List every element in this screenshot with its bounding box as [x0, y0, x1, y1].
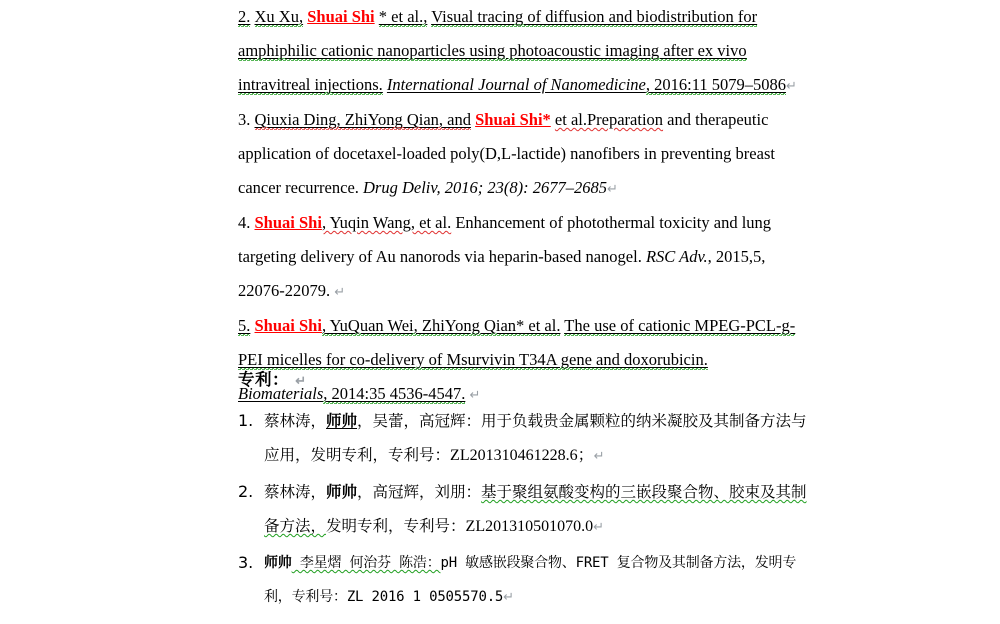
reference-4-number: 4.	[238, 213, 251, 232]
patent-3-number-label: 专利号：	[291, 589, 347, 605]
reference-4-post-author: , Yuqin Wang, et al.	[321, 213, 452, 232]
reference-entry-3	[238, 103, 798, 206]
patent-1-kind: 发明专利，	[310, 446, 389, 464]
reference-3-number: 3.	[238, 110, 251, 129]
patents-heading-label: 专利：	[238, 370, 289, 389]
reference-5-title: The use of cationic MPEG-PCL-g-PEI micelles for co-delivery of Msurvivin T34A gene and doxorubicin.	[238, 316, 796, 369]
reference-3-post-author: et al.Preparation	[554, 110, 664, 129]
patent-3-kind: 发明专利，	[264, 555, 797, 605]
reference-entry-5	[238, 309, 798, 412]
patent-2-patent-no: ZL201310501070.0	[465, 518, 594, 535]
list-item	[238, 475, 813, 544]
patents-section-heading	[238, 367, 307, 394]
reference-4-citation: , 2015,5, 22076-22079.	[238, 247, 766, 300]
reference-2-pre-author: Xu Xu,	[254, 7, 304, 26]
patent-1-number-label: 专利号：	[388, 446, 451, 464]
paragraph-mark-icon: ↵	[593, 448, 605, 463]
reference-5-journal: Biomaterials	[238, 384, 324, 403]
paragraph-mark-icon: ↵	[606, 181, 618, 196]
reference-5-number: 5.	[238, 316, 251, 335]
patent-1-patent-no: ZL201310461228.6；	[450, 447, 594, 464]
list-item	[238, 546, 813, 614]
patents-list	[238, 404, 813, 616]
paragraph-mark-icon: ↵	[334, 284, 346, 299]
reference-3-journal: Drug Deliv, 2016; 23(8): 2677–2685	[363, 178, 607, 197]
reference-5-citation: , 2014:35 4536-4547.	[323, 384, 466, 403]
reference-entry-4	[238, 206, 798, 309]
reference-5-highlight-author: Shuai Shi	[254, 316, 322, 335]
paragraph-mark-icon: ↵	[785, 78, 797, 93]
patent-3-authors-post: 李星熠 何治芬 陈浩：	[291, 555, 441, 571]
reference-3-title: and therapeutic application of docetaxel-loaded poly(D,L-lactide) nanofibers in preventing breast cancer recurrence.	[238, 110, 775, 197]
patent-1-authors-pre: 蔡林涛，	[264, 412, 327, 430]
reference-2-post-author: * et al.,	[378, 7, 428, 26]
list-item	[238, 404, 813, 473]
reference-2-highlight-author: Shuai Shi	[307, 7, 375, 26]
reference-5-post-author: , YuQuan Wei, ZhiYong Qian* et al.	[321, 316, 561, 335]
paragraph-mark-icon: ↵	[503, 589, 514, 604]
patent-2-kind: 发明专利，	[326, 517, 404, 535]
patent-1-number: 1.	[238, 411, 254, 430]
patent-2-number: 2.	[238, 482, 254, 501]
reference-3-highlight-author: Shuai Shi*	[475, 110, 551, 129]
paragraph-mark-icon: ↵	[295, 373, 307, 388]
patent-1-authors-post: ，吴蕾，高冠辉：	[357, 412, 482, 430]
paragraph-mark-icon: ↵	[593, 519, 604, 534]
patent-2-title: 基于聚组氨酸变构的三嵌段聚合物、胶束及其制备方法，	[264, 483, 807, 535]
patent-3-author-highlight: 师帅	[264, 555, 292, 571]
reference-2-title: Visual tracing of diffusion and biodistribution for amphiphilic cationic nanoparticles using photoacoustic imaging after ex vivo intravitreal injections.	[238, 7, 758, 94]
reference-3-pre-author: Qiuxia Ding, ZhiYong Qian, and	[254, 110, 471, 129]
patent-2-number-label: 专利号：	[403, 517, 466, 535]
patent-2-authors-pre: 蔡林涛，	[264, 483, 327, 501]
patent-1-author-highlight: 师帅	[326, 412, 358, 430]
paragraph-mark-icon: ↵	[469, 387, 481, 402]
patent-1-body	[264, 404, 813, 473]
patent-3-number: 3.	[238, 553, 254, 572]
patent-3-patent-no: ZL 2016 1 0505570.5	[346, 589, 504, 605]
patent-2-authors-post: ，高冠辉，刘朋：	[357, 483, 482, 501]
reference-4-title: Enhancement of photothermal toxicity and lung targeting delivery of Au nanorods via heparin-based nanogel.	[238, 213, 772, 266]
reference-entry-2	[238, 0, 798, 103]
reference-4-highlight-author: Shuai Shi	[254, 213, 322, 232]
patent-3-body	[264, 546, 813, 614]
reference-2-journal: International Journal of Nanomedicine	[386, 75, 646, 94]
patent-2-body	[264, 475, 813, 544]
reference-2-number: 2.	[238, 7, 251, 26]
patent-2-author-highlight: 师帅	[326, 483, 358, 501]
patent-1-title: 用于负载贵金属颗粒的纳米凝胶及其制备方法与应用，	[264, 412, 807, 464]
reference-4-journal: RSC Adv.	[645, 247, 708, 266]
patent-3-title: pH 敏感嵌段聚合物、FRET 复合物及其制备方法，	[440, 555, 755, 571]
reference-2-citation: , 2016:11 5079–5086	[645, 75, 786, 94]
references-list	[238, 0, 798, 412]
